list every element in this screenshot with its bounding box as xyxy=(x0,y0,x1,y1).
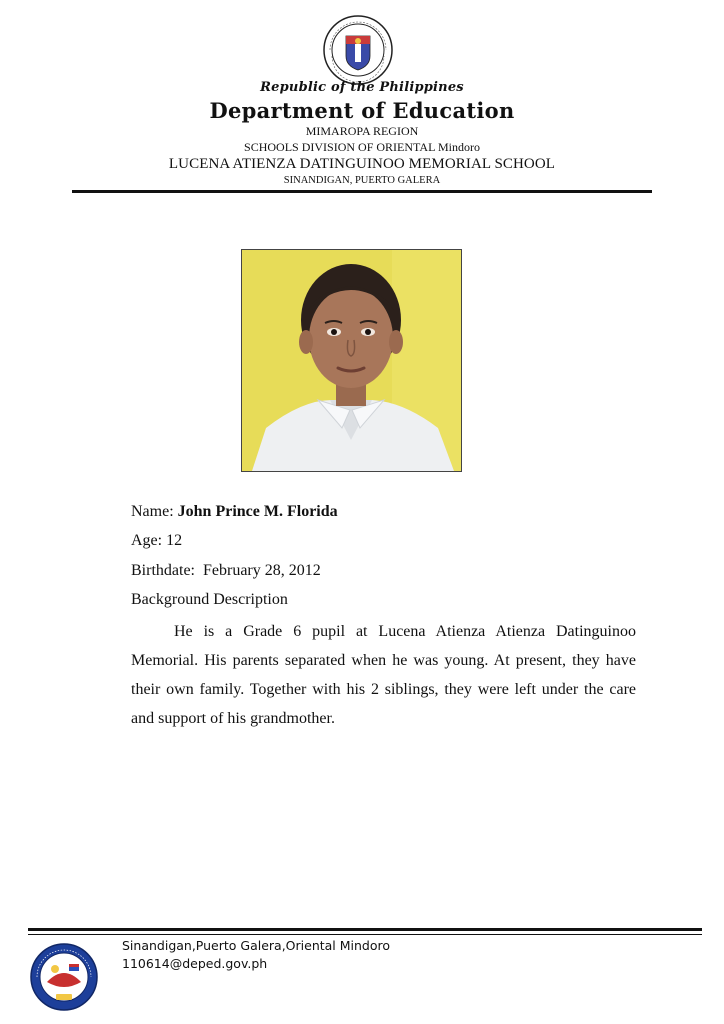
name-label: Name: xyxy=(131,503,174,520)
background-heading: Background Description xyxy=(131,591,288,608)
header-divider xyxy=(72,190,652,193)
school-address: SINANDIGAN, PUERTO GALERA xyxy=(283,175,441,186)
age-label: Age: xyxy=(131,532,163,549)
student-portrait-photo xyxy=(241,249,462,472)
footer-divider-thin xyxy=(28,934,702,935)
age-value: 12 xyxy=(166,532,183,549)
age-row xyxy=(131,530,641,552)
school-heading: LUCENA ATIENZA DATINGUINOO MEMORIAL SCHOOL xyxy=(168,156,556,172)
footer-email[interactable]: 110614@deped.gov.ph xyxy=(122,956,268,971)
birthdate-row xyxy=(131,560,641,582)
school-logo-icon xyxy=(29,942,99,1012)
division-heading: SCHOOLS DIVISION OF ORIENTAL Mindoro xyxy=(244,140,480,154)
name-value: John Prince M. Florida xyxy=(177,503,338,520)
footer-divider-thick xyxy=(28,928,702,931)
footer-address: Sinandigan,Puerto Galera,Oriental Mindoro xyxy=(122,938,391,953)
republic-heading: Republic of the Philippines xyxy=(260,80,464,95)
department-heading: Department of Education xyxy=(209,98,515,123)
region-heading: MIMAROPA REGION xyxy=(305,124,419,138)
birthdate-label: Birthdate: xyxy=(131,562,195,579)
birthdate-value: February 28, 2012 xyxy=(202,562,321,579)
deped-seal-icon xyxy=(322,14,394,86)
name-row xyxy=(131,501,641,523)
background-paragraph: He is a Grade 6 pupil at Lucena Atienza Atienza Datinguinoo Memorial. His parents separated when he was young. At present, they have their own family. Together with his 2 siblings, they were left under the care and support of his grandmother. xyxy=(131,623,636,727)
